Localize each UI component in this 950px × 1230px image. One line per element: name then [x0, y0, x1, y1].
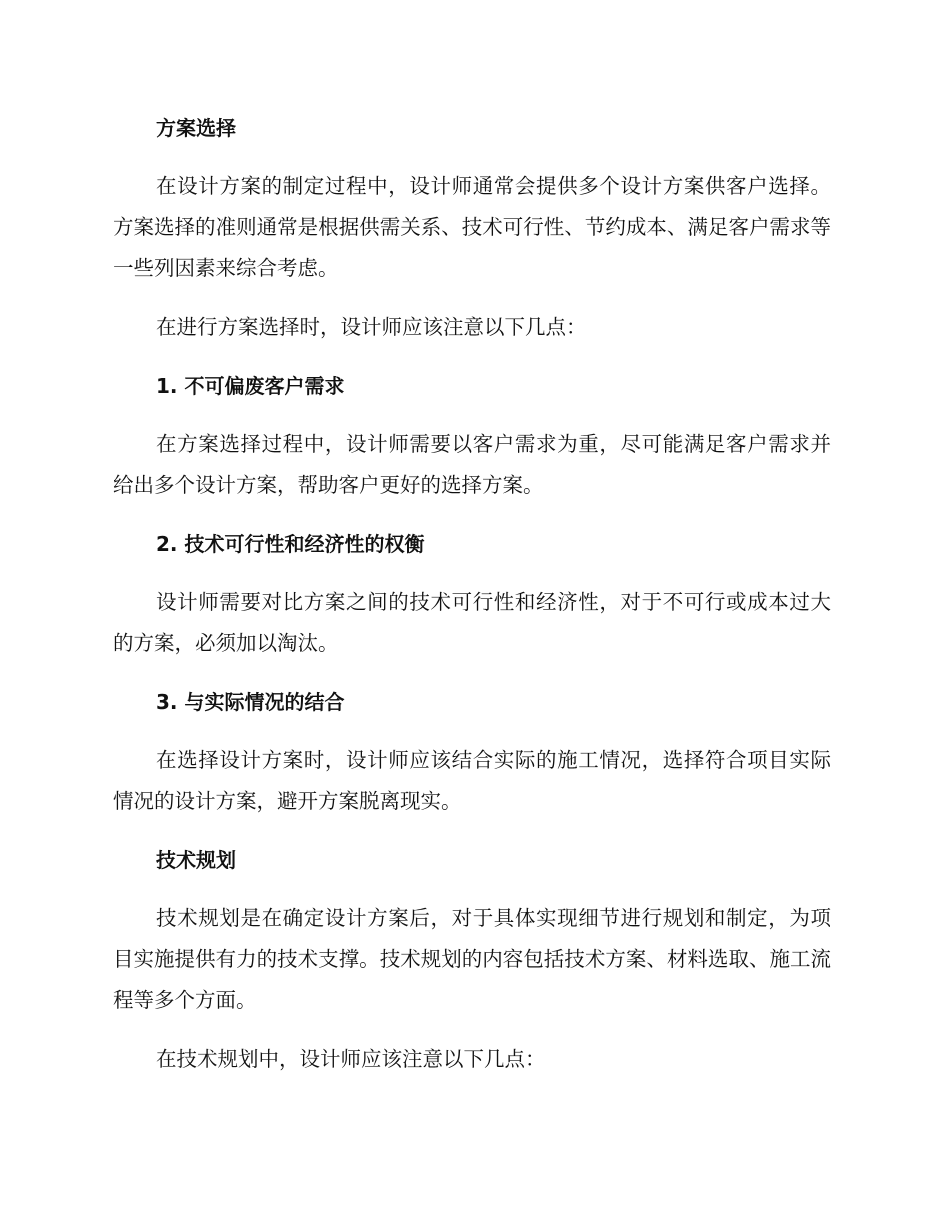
paragraph-scheme-notes-lead: 在进行方案选择时，设计师应该注意以下几点： [156, 315, 587, 339]
paragraph-actual-conditions: 在选择设计方案时，设计师应该结合实际的施工情况，选择符合项目实际情况的设计方案，避开方案脱离现实。 [113, 748, 831, 813]
section-heading-technical-planning: 技术规划 [156, 848, 236, 872]
paragraph-technical-planning-notes-lead: 在技术规划中，设计师应该注意以下几点： [156, 1047, 546, 1071]
document-page [113, 108, 831, 1098]
subheading-customer-needs: 1. 不可偏废客户需求 [156, 374, 345, 398]
paragraph-customer-needs: 在方案选择过程中，设计师需要以客户需求为重，尽可能满足客户需求并给出多个设计方案，帮助客户更好的选择方案。 [113, 432, 831, 497]
subheading-actual-conditions: 3. 与实际情况的结合 [156, 690, 345, 714]
paragraph-feasibility-economy: 设计师需要对比方案之间的技术可行性和经济性，对于不可行或成本过大的方案，必须加以淘汰。 [113, 590, 831, 655]
section-heading-scheme-selection: 方案选择 [156, 116, 236, 140]
paragraph-scheme-intro: 在设计方案的制定过程中，设计师通常会提供多个设计方案供客户选择。方案选择的准则通常是根据供需关系、技术可行性、节约成本、满足客户需求等一些列因素来综合考虑。 [113, 174, 831, 280]
subheading-feasibility-economy: 2. 技术可行性和经济性的权衡 [156, 532, 425, 556]
paragraph-technical-planning-intro: 技术规划是在确定设计方案后，对于具体实现细节进行规划和制定，为项目实施提供有力的技术支撑。技术规划的内容包括技术方案、材料选取、施工流程等多个方面。 [113, 906, 831, 1012]
